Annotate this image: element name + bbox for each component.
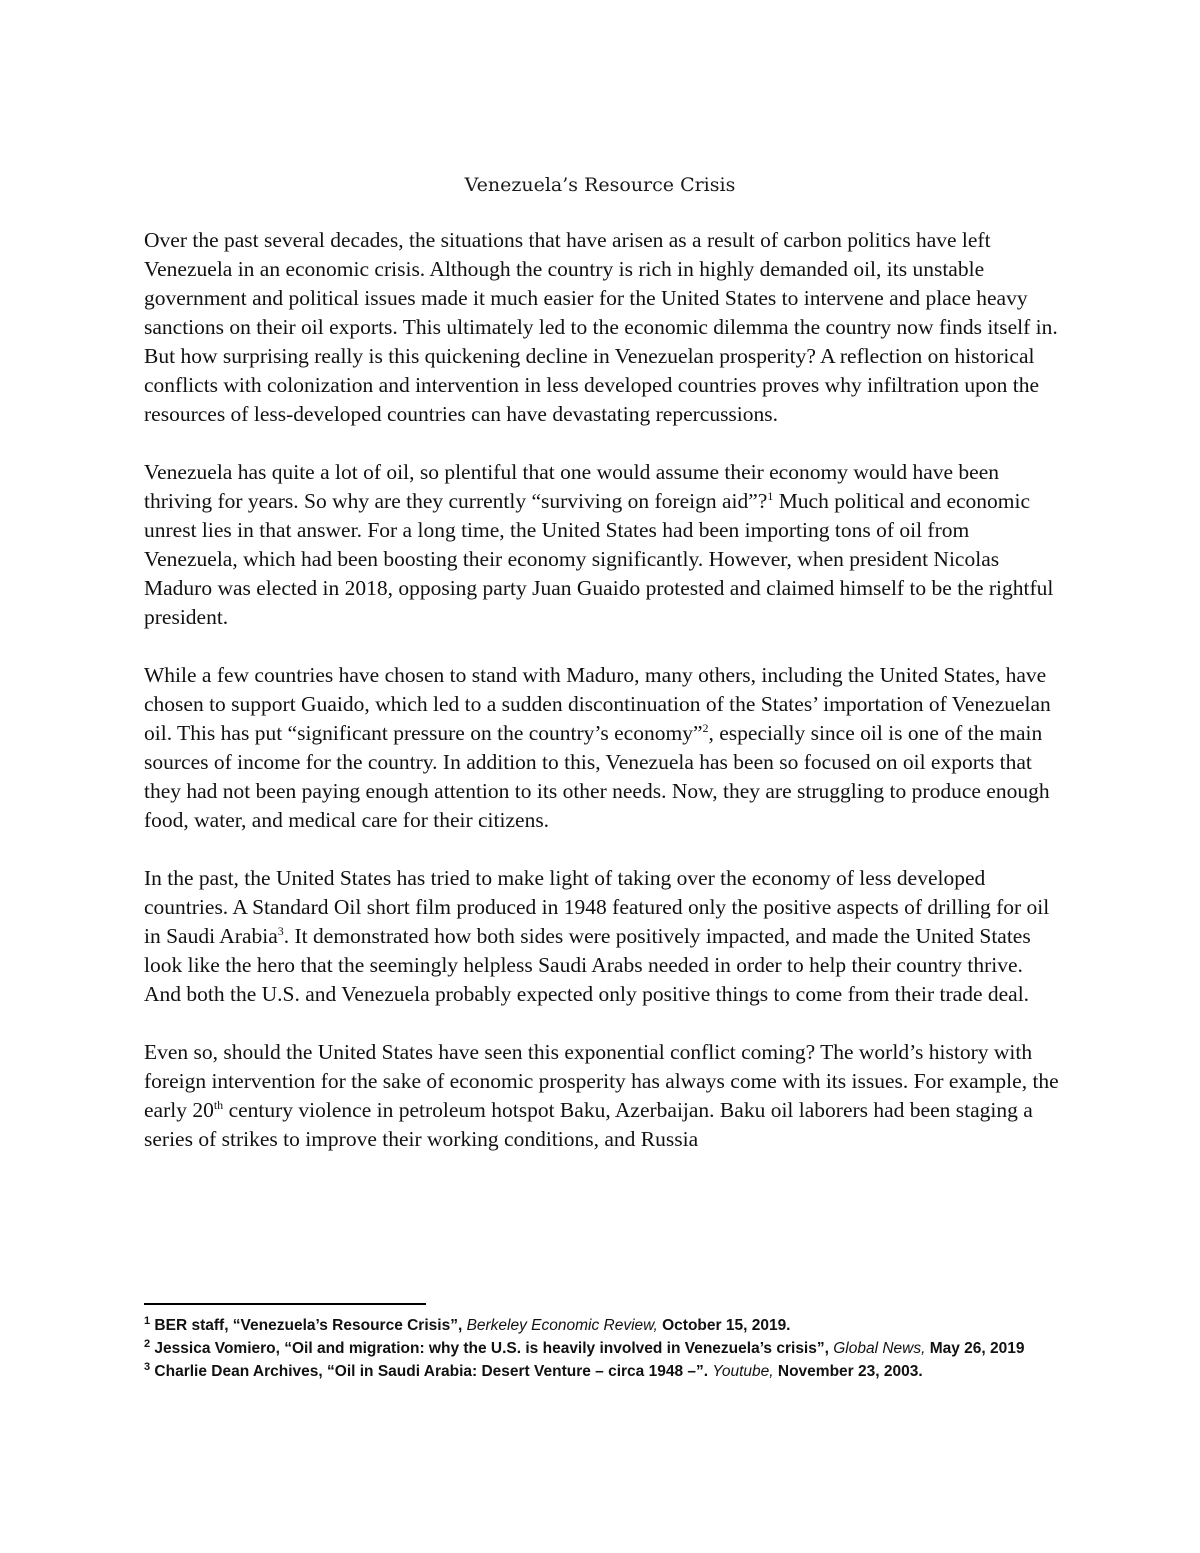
paragraph-text: Over the past several decades, the situations that have arisen as a result of carbon politics have left Venezuela in an economic crisis. Although the country is rich in highly demanded oil, its unstable government and political issues made it much easier for the United States to intervene and place heavy sanctions on their oil exports. This ultimately led to the economic dilemma the country now finds itself in. But how surprising really is this quickening decline in Venezuelan prosperity? A reflection on historical conflicts with colonization and intervention in less developed countries proves why infiltration upon the resources of less-developed countries can have devastating repercussions. bbox=[144, 228, 1058, 426]
paragraph-1 bbox=[144, 226, 1059, 429]
paragraph-text: Venezuela has quite a lot of oil, so plentiful that one would assume their economy would have been thriving for years. So why are they currently “surviving on foreign aid”? bbox=[144, 460, 999, 513]
footnote-1 bbox=[144, 1314, 1059, 1337]
footnote-date: October 15, 2019. bbox=[657, 1317, 791, 1334]
paragraph-3 bbox=[144, 661, 1059, 835]
footnote-source: Youtube, bbox=[712, 1363, 774, 1380]
footnote-number: 1 bbox=[144, 1314, 151, 1327]
footnote-ref-3: 3 bbox=[277, 923, 284, 938]
paragraph-2 bbox=[144, 458, 1059, 632]
footnotes bbox=[144, 1314, 1059, 1383]
footnote-source: Global News, bbox=[833, 1340, 926, 1357]
document-body bbox=[144, 226, 1059, 1154]
paragraph-text: While a few countries have chosen to stand with Maduro, many others, including the United States, have chosen to support Guaido, which led to a sudden discontinuation of the States’ importation of Venezuelan oil. This has put “significant pressure on the country’s economy” bbox=[144, 663, 1051, 745]
footnote-date: November 23, 2003. bbox=[773, 1363, 923, 1380]
footnote-text: Charlie Dean Archives, “Oil in Saudi Arabia: Desert Venture – circa 1948 –”. bbox=[150, 1363, 713, 1380]
footnote-ref-2: 2 bbox=[702, 720, 709, 735]
paragraph-text: Even so, should the United States have seen this exponential conflict coming? The world’s history with foreign intervention for the sake of economic prosperity has always come with its issues. For example, the early 20 bbox=[144, 1040, 1059, 1122]
footnote-3 bbox=[144, 1360, 1059, 1383]
paragraph-4 bbox=[144, 864, 1059, 1009]
footnote-source: Berkeley Economic Review, bbox=[466, 1317, 658, 1334]
footnote-separator bbox=[144, 1303, 426, 1305]
paragraph-text: , especially since oil is one of the main sources of income for the country. In addition to this, Venezuela has been so focused on oil exports that they had not been paying enough attention to its other needs. Now, they are struggling to produce enough food, water, and medical care for their citizens. bbox=[144, 721, 1050, 832]
footnote-text: BER staff, “Venezuela’s Resource Crisis”, bbox=[150, 1317, 467, 1334]
ordinal-suffix: th bbox=[213, 1097, 224, 1112]
footnote-date: May 26, 2019 bbox=[925, 1340, 1025, 1357]
paragraph-text: Much political and economic unrest lies in that answer. For a long time, the United States had been importing tons of oil from Venezuela, which had been boosting their economy significantly. However, when president Nicolas Maduro was elected in 2018, opposing party Juan Guaido protested and claimed himself to be the rightful president. bbox=[144, 489, 1054, 629]
paragraph-text: century violence in petroleum hotspot Baku, Azerbaijan. Baku oil laborers had been staging a series of strikes to improve their working conditions, and Russia bbox=[144, 1098, 1033, 1151]
paragraph-5 bbox=[144, 1038, 1059, 1154]
document-title: Venezuela’s Resource Crisis bbox=[464, 174, 736, 196]
footnote-ref-1: 1 bbox=[767, 488, 774, 503]
footnote-text: Jessica Vomiero, “Oil and migration: why the U.S. is heavily involved in Venezuela’s crisis”, bbox=[150, 1340, 834, 1357]
paragraph-text: In the past, the United States has tried to make light of taking over the economy of less developed countries. A Standard Oil short film produced in 1948 featured only the positive aspects of drilling for oil in Saudi Arabia bbox=[144, 866, 1050, 948]
paragraph-text: . It demonstrated how both sides were positively impacted, and made the United States look like the hero that the seemingly helpless Saudi Arabs needed in order to help their country thrive. And both the U.S. and Venezuela probably expected only positive things to come from their trade deal. bbox=[144, 924, 1031, 1006]
footnote-number: 3 bbox=[144, 1360, 151, 1373]
footnote-2 bbox=[144, 1337, 1059, 1360]
footnote-number: 2 bbox=[144, 1337, 151, 1350]
